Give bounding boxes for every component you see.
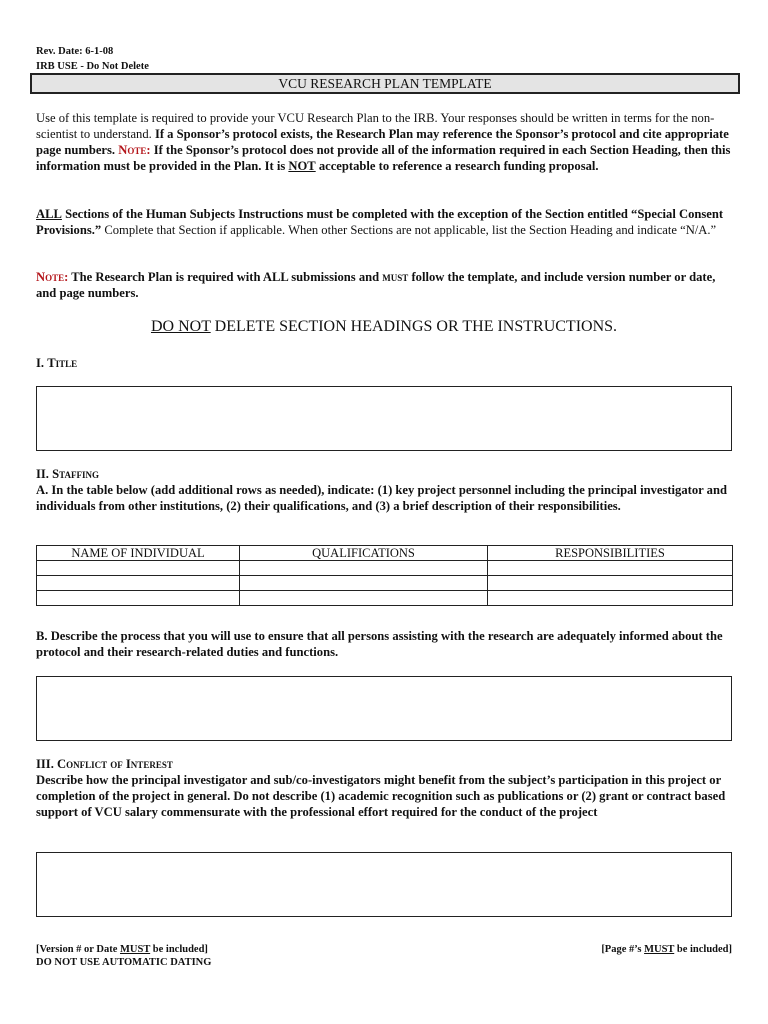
staffing-table [36,545,733,606]
intro-p3-must: must [382,270,409,284]
intro-p1-end: acceptable to reference a [318,159,452,173]
footer-right-post: be included] [676,944,732,955]
table-row [37,561,733,576]
process-input-box[interactable] [36,676,732,741]
table-header-name: NAME OF INDIVIDUAL [37,546,240,561]
footer-right-pre: [Page #’s [601,944,642,955]
irb-use-label: IRB USE - Do Not Delete [36,61,149,72]
title-input-box[interactable] [36,386,732,451]
table-cell[interactable] [488,561,733,576]
table-cell[interactable] [240,576,488,591]
table-cell[interactable] [488,591,733,606]
table-cell[interactable] [37,576,240,591]
table-cell[interactable] [37,591,240,606]
warning-rest: DELETE SECTION HEADINGS OR THE INSTRUCTIONS. [214,318,618,335]
table-row [37,591,733,606]
section-2-a-text: A. In the table below (add additional rows as needed), indicate: (1) key project personnel including the principal investigator and individuals from other institutions, (2) their qualifications, and (3) a brief description of their responsibilities. [36,483,727,513]
table-cell[interactable] [37,561,240,576]
section-2-title: Staffing [52,467,99,481]
section-1-title: Title [47,356,78,370]
section-2-b-text: B. Describe the process that you will use to ensure that all persons assisting with the research are adequately informed about the protocol and their research-related duties and functions. [36,629,723,659]
intro-paragraph-3 [36,269,734,301]
section-1-number: I. [36,356,45,370]
conflict-input-box[interactable] [36,852,732,917]
intro-paragraph-1 [36,110,734,174]
table-cell[interactable] [488,576,733,591]
table-cell[interactable] [240,591,488,606]
footer-right-must: MUST [644,944,675,955]
section-3-title: Conflict of Interest [57,757,173,771]
footer-right [601,943,732,956]
section-2-number: II. [36,467,49,481]
section-2-heading [36,466,99,482]
table-cell[interactable] [240,561,488,576]
rev-date: Rev. Date: 6-1-08 [36,46,114,57]
warning-do-not: DO NOT [150,318,211,335]
section-3-text: Describe how the principal investigator and sub/co-investigators might benefit from the subject’s participation in this project or completion of the project in general. Do not describe (1) academic recognition such as publications or (2) grant or contract based support of VCU salary commensurate with the professional effort required for the conduct of the project [36,773,726,819]
table-header-qualifications: QUALIFICATIONS [240,546,488,561]
footer-left-pre: [Version # or Date [36,944,118,955]
intro-p1-end-normal: research funding proposal. [454,159,599,173]
intro-p3-text2: follow the template, and include version number or date, and page numbers. [36,270,716,300]
intro-p1-not: NOT [288,159,316,173]
warning-heading [0,317,768,337]
intro-p2-normal: Complete that Section if applicable. When other Sections are not applicable, list the Section Heading and indicate “N/A.” [104,223,717,237]
intro-p1-normal: Use of this template is required to provide your VCU Research Plan to the IRB. Your responses should be written in terms for the non-scientist to understand. [36,111,715,141]
section-1-heading [36,355,77,371]
intro-p1-bold: If a Sponsor’s protocol exists, the Research Plan may reference the Sponsor’s protocol and cite appropriate page numbers. [36,127,729,157]
note-label-1: Note: [118,143,151,157]
intro-p3-text1: The Research Plan is required with ALL submissions and [71,270,380,284]
intro-p1-note-text: If the Sponsor’s protocol does not provide all of the information required in each Section Heading, then this information must be provided in the Plan. It is [36,143,731,173]
intro-paragraph-2 [36,206,734,238]
footer-left-must: MUST [120,944,151,955]
section-3-heading [36,756,173,772]
footer-left-post: be included] [152,944,208,955]
table-row [37,576,733,591]
intro-p2-all: ALL [36,207,62,221]
section-3-number: III. [36,757,54,771]
footer-left [36,943,211,969]
table-header-row [37,546,733,561]
intro-p2-bold: Sections of the Human Subjects Instructions must be completed with the exception of the Section entitled “Special Consent Provisions.” [36,207,724,237]
template-title-bar [30,73,740,94]
template-title: VCU RESEARCH PLAN TEMPLATE [278,76,492,91]
note-label-2: Note: [36,270,69,284]
footer-left-line2: DO NOT USE AUTOMATIC DATING [36,957,212,968]
table-header-responsibilities: RESPONSIBILITIES [488,546,733,561]
